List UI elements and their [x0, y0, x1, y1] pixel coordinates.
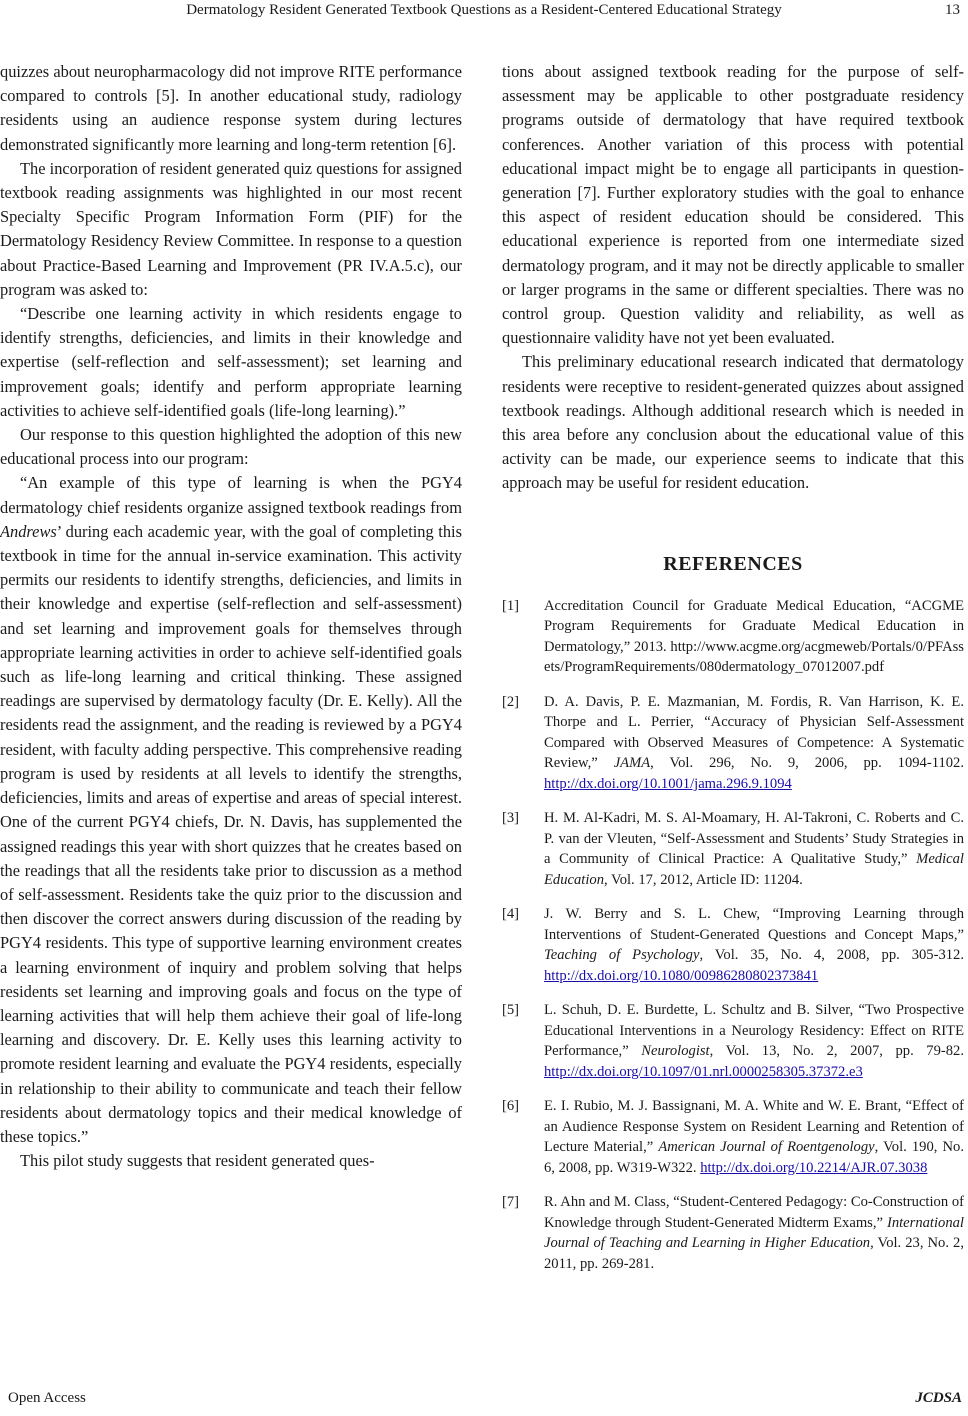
reference-text: D. A. Davis, P. E. Mazmanian, M. Fordis, R. Van Harrison, K. E. Thorpe and L. Perrier, “Accuracy of Physician Self-Assessment Compared with Observed Measures of Competence: A Systematic Review,” — [544, 693, 964, 772]
body-paragraph: quizzes about neuropharmacology did not improve RITE performance compared to controls [5]. In another educational study, radiology residents using an audience response system during lectures demonstrated significantly more learning and long-term retention [6]. — [0, 62, 462, 154]
references-heading: REFERENCES — [663, 552, 803, 575]
reference-text: E. I. Rubio, M. J. Bassignani, M. A. White and W. E. Brant, “Effect of an Audience Response System on Resident Learning and Retention of Lecture Material,” — [544, 1098, 964, 1156]
quote-text: ’ during each academic year, with the goal of completing this textbook in time for the annual in-service examination. This activity permits our residents to identify strengths, deficiencies, and limits in their knowledge and expertise (self-reflection and self-assessment) and set learning and improvement goals for themselves through appropriate learning activities in order to achieve self-identified goals such as life-long learning and critical thinking. These assigned readings are supervised by dermatology faculty (Dr. E. Kelly). All the residents read the assignment, and the reading is reviewed by a PGY4 resident, with faculty adding perspective. This comprehensive reading program is used by residents at all levels to identify the strengths, deficiencies, limits and areas of expertise and areas of special interest. One of the current PGY4 chiefs, Dr. N. Davis, has supplemented the assigned readings this year with short quizzes that he creates based on the readings that all the residents take prior to discussion as a method of self-assessment. Residents take the quiz prior to the discussion and then discover the correct answers during discussion of the reading by PGY4 residents. This type of supportive learning environment creates a learning environment of inquiry and problem solving that helps residents set learning and improving goals and focus on the type of learning activities that will help them achieve their goal of life-long learning and discovery. Dr. E. Kelly uses this learning activity to promote resident learning and evaluate the PGY4 residents, especially in relationship to their ability to communicate and teach their fellow residents about dermatology topics and their medical knowledge of these topics.” — [0, 521, 462, 1146]
journal-name: International Journal of Teaching and Learning in Higher Education — [544, 1214, 964, 1252]
reference-url: http://www.acgme.org/acgmeweb/Portals/0/PFAssets/ProgramRequirements/080dermatology_07012007.pdf — [544, 638, 964, 676]
body-paragraph: The incorporation of resident generated quiz questions for assigned textbook reading assignments was highlighted in our most recent Specialty Specific Program Information Form (PIF) for the Dermatology Residency Review Committee. In response to a question about Practice-Based Learning and Improvement (PR IV.A.5.c), our program was asked to: — [0, 158, 462, 299]
reference-number: [1] — [502, 597, 520, 614]
running-title: Dermatology Resident Generated Textbook Questions as a Resident-Centered Educational Strategy — [186, 2, 782, 18]
quote-text: “An example of this type of learning is when the PGY4 dermatology chief residents organize assigned textbook readings from — [0, 473, 462, 517]
reference-number: [3] — [502, 810, 520, 827]
doi-link[interactable]: http://dx.doi.org/10.2214/AJR.07.3038 — [700, 1159, 928, 1176]
open-access-label: Open Access — [8, 1390, 86, 1406]
body-paragraph: tions about assigned textbook reading for the purpose of self-assessment may be applicable to other postgraduate residency programs outside of dermatology that have required textbook conferences. Another variation of this process with potential educational impact might be to engage all participants in question-generation [7]. Further exploratory studies with the goal to enhance this aspect of resident education should be considered. This educational experience is reported from one intermediate sized dermatology program, and it may not be directly applicable to smaller or larger programs in the same or different specialties. There was no control group. Question validity and reliability, as well as questionnaire validity have not yet been evaluated. — [502, 62, 964, 348]
reference-text: , Vol. 13, No. 2, 2007, pp. 79-82. — [709, 1043, 964, 1060]
quoted-response — [0, 471, 462, 1149]
doi-link[interactable]: http://dx.doi.org/10.1001/jama.296.9.1094 — [544, 775, 792, 792]
reference-item — [502, 596, 964, 678]
reference-text: , Vol. 190, No. 6, 2008, pp. W319-W322. — [544, 1139, 964, 1176]
reference-text: L. Schuh, D. E. Burdette, L. Schultz and B. Silver, “Two Prospective Educational Interventions in a Neurology Residency: Effect on RITE Performance,” — [544, 1002, 964, 1060]
journal-abbreviation: JCDSA — [915, 1390, 962, 1406]
running-header — [0, 2, 968, 22]
reference-text: R. Ahn and M. Class, “Student-Centered Pedagogy: Co-Construction of Knowledge through Student-Generated Midterm Exams,” — [544, 1194, 964, 1231]
body-paragraph: Our response to this question highlighted the adoption of this new educational process into our program: — [0, 425, 462, 469]
reference-item — [502, 692, 964, 795]
journal-name: Teaching of Psychology — [544, 947, 700, 964]
book-title: Andrews — [0, 521, 57, 541]
reference-text: , Vol. 17, 2012, Article ID: 11204. — [604, 871, 803, 888]
reference-number: [5] — [502, 1002, 520, 1019]
reference-text: Accreditation Council for Graduate Medical Education, “ACGME Program Requirements for Graduate Medical Education in Dermatology,” 2013. — [544, 597, 964, 655]
quoted-question: “Describe one learning activity in which residents engage to identify strengths, deficiencies, and limits in their knowledge and expertise (self-reflection and self-assessment); set learning and improvement goals; identify and perform appropriate learning activities to achieve self-identified goals (life-long learning).” — [0, 304, 462, 420]
reference-number: [2] — [502, 693, 520, 710]
left-column — [0, 60, 462, 1173]
right-column — [502, 60, 964, 1288]
body-paragraph: This pilot study suggests that resident generated ques- — [20, 1151, 375, 1171]
body-paragraph: This preliminary educational research indicated that dermatology residents were receptive to resident-generated quizzes about assigned textbook readings. Although additional research which is needed in this area before any conclusion about the educational value of this activity can be made, our experience seems to indicate that this approach may be useful for resident education. — [502, 352, 964, 493]
journal-name: Medical Education — [544, 851, 964, 888]
reference-text: H. M. Al-Kadri, M. S. Al-Moamary, H. Al-Takroni, C. Roberts and C. P. van der Vleuten, “Self-Assessment and Students’ Study Strategies in a Community of Clinical Practice: A Qualitative Study,” — [544, 810, 964, 868]
reference-item — [502, 904, 964, 986]
journal-name: American Journal of Roentgenology — [658, 1139, 875, 1156]
reference-text: J. W. Berry and S. L. Chew, “Improving Learning through Interventions of Student-Generated Questions and Concept Maps,” — [544, 906, 964, 943]
doi-link[interactable]: http://dx.doi.org/10.1097/01.nrl.0000258305.37372.e3 — [544, 1063, 863, 1080]
reference-item — [502, 1192, 964, 1274]
reference-text: , Vol. 296, No. 9, 2006, pp. 1094-1102. — [650, 755, 964, 772]
page-footer — [0, 1390, 968, 1410]
reference-item — [502, 1000, 964, 1082]
reference-number: [4] — [502, 906, 520, 923]
journal-name: Neurologist — [641, 1043, 710, 1060]
doi-link[interactable]: http://dx.doi.org/10.1080/00986280802373841 — [544, 967, 819, 984]
page-number: 13 — [945, 2, 960, 18]
reference-text: , Vol. 23, No. 2, 2011, pp. 269-281. — [544, 1235, 964, 1272]
reference-item — [502, 1096, 964, 1178]
reference-item — [502, 808, 964, 890]
journal-name: JAMA — [613, 755, 651, 772]
reference-number: [6] — [502, 1098, 520, 1115]
reference-text: , Vol. 35, No. 4, 2008, pp. 305-312. — [699, 947, 965, 964]
reference-number: [7] — [502, 1194, 520, 1211]
reference-list — [502, 596, 964, 1275]
